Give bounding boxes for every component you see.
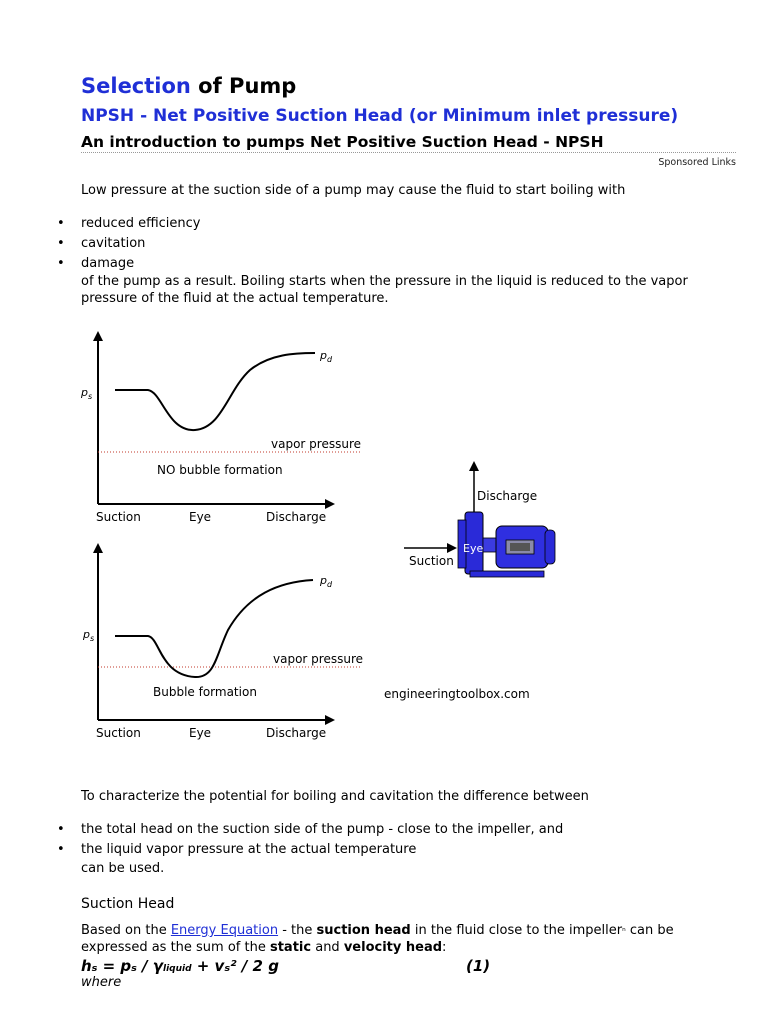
x-tick-eye: Eye (189, 726, 212, 740)
pump-suction-label: Suction (409, 554, 454, 568)
pd-label: $p_d$ (320, 574, 333, 589)
pump-eye-label: Eye (463, 542, 484, 555)
pump-coupling (483, 538, 497, 552)
pump-base (470, 571, 544, 577)
pd-label: $p_d$ (320, 349, 333, 364)
motor-endcap (545, 530, 555, 564)
pressure-curve (115, 353, 315, 430)
bold-term: static (269, 940, 312, 955)
divider (81, 152, 736, 153)
pump-illustration (384, 466, 555, 701)
footnote-marker: ⁿ (622, 927, 626, 937)
para-characterize: To characterize the potential for boiling and cavitation the difference between (81, 789, 589, 804)
energy-equation-link[interactable]: Energy Equation (170, 923, 279, 938)
text-span: - the (278, 923, 317, 938)
credit-label: engineeringtoolbox.com (384, 687, 530, 701)
para-can-be-used: can be used. (81, 861, 165, 876)
no-bubble-label: NO bubble formation (157, 463, 283, 477)
formula-rhs: + vₛ² / 2 g (191, 957, 279, 975)
ps-label: $p_s$ (81, 386, 93, 401)
sponsored-label: Sponsored Links (658, 157, 736, 168)
npsh-diagram (0, 320, 768, 750)
bold-term: suction head (316, 923, 411, 938)
x-tick-eye: Eye (189, 510, 212, 524)
graph-bubble (82, 548, 363, 740)
bullet-item: • cavitation (81, 235, 145, 252)
bullet-item: • the total head on the suction side of the pump - close to the impeller, and (81, 821, 563, 838)
vapor-pressure-label: vapor pressure (271, 437, 361, 451)
x-tick-discharge: Discharge (266, 510, 327, 524)
subtitle: NPSH - Net Positive Suction Head (or Minimum inlet pressure) (81, 106, 679, 126)
para-energy-equation-cont (81, 939, 446, 956)
graph-no-bubble (80, 336, 362, 524)
where-label: where (81, 975, 122, 990)
formula-number: (1) (466, 957, 491, 975)
text-span: can be (625, 923, 674, 938)
para-low-pressure: Low pressure at the suction side of a pump may cause the fluid to start boiling with (81, 183, 626, 198)
bullet-item: • damage (81, 255, 134, 272)
vapor-pressure-label: vapor pressure (273, 652, 363, 666)
x-tick-suction: Suction (96, 510, 141, 524)
para-boiling: of the pump as a result. Boiling starts when the pressure in the liquid is reduced to the vapor (81, 274, 688, 289)
formula-suction-head (81, 957, 491, 975)
ps-label: $p_s$ (83, 628, 95, 643)
bubble-label: Bubble formation (153, 685, 257, 699)
text-span: and (311, 940, 344, 955)
text-span: in the fluid close to the impeller (410, 923, 623, 938)
para-boiling-cont: pressure of the fluid at the actual temperature. (81, 291, 389, 306)
title-rest: of Pump (190, 74, 297, 98)
bullet-item: • reduced efficiency (81, 215, 200, 232)
bullet-item: • the liquid vapor pressure at the actual temperature (81, 841, 416, 858)
x-tick-suction: Suction (96, 726, 141, 740)
x-tick-discharge: Discharge (266, 726, 327, 740)
title-highlight: Selection (81, 74, 191, 98)
text-span: Based on the (81, 923, 171, 938)
motor-nameplate-inner (510, 543, 530, 551)
pump-discharge-label: Discharge (477, 489, 538, 503)
text-span: expressed as the sum of the (81, 940, 270, 955)
section-heading-suction-head: Suction Head (81, 896, 175, 912)
formula-lhs: hₛ = pₛ / γ (81, 957, 163, 975)
page-title (81, 74, 296, 98)
bold-term: velocity head (343, 940, 443, 955)
intro-heading: An introduction to pumps Net Positive Suction Head - NPSH (81, 133, 604, 151)
text-span: : (442, 940, 447, 955)
formula-subscript: liquid (163, 964, 192, 974)
